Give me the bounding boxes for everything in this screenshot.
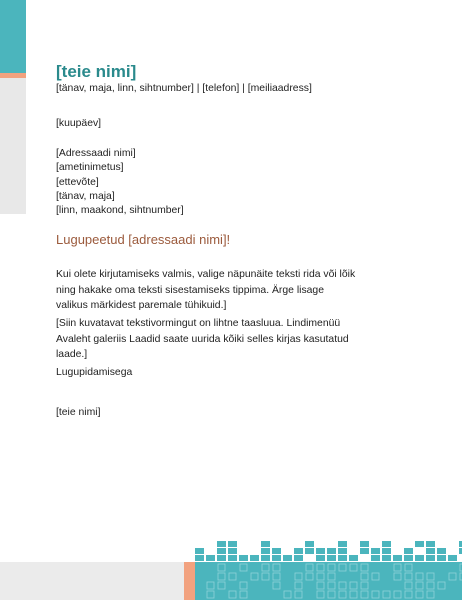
pattern-square xyxy=(217,555,226,561)
pattern-square xyxy=(305,541,314,547)
pattern-square xyxy=(305,548,314,554)
pattern-square xyxy=(239,555,248,561)
sender-name[interactable]: [teie nimi] xyxy=(56,62,137,81)
letter-date[interactable]: [kuupäev] xyxy=(56,118,102,129)
pattern-square xyxy=(382,541,391,547)
pattern-square xyxy=(261,548,270,554)
closing[interactable]: Lugupidamisega xyxy=(56,367,133,378)
pattern-square xyxy=(206,555,215,561)
recipient-name[interactable]: [Adressaadi nimi] xyxy=(56,148,136,159)
recipient-city[interactable]: [linn, maakond, sihtnumber] xyxy=(56,205,184,217)
pattern-square xyxy=(415,555,424,561)
left-accent-grey-bar xyxy=(0,78,26,214)
pattern-square xyxy=(426,555,435,561)
pattern-square xyxy=(228,555,237,561)
pattern-square xyxy=(250,555,259,561)
pattern-square xyxy=(404,555,413,561)
signature-name[interactable]: [teie nimi] xyxy=(56,407,101,418)
pattern-square xyxy=(448,555,457,561)
pattern-square xyxy=(261,555,270,561)
pattern-square xyxy=(195,555,204,561)
body-paragraph-1[interactable]: Kui olete kirjutamiseks valmis, valige näpunäite teksti rida või lõik ning hakake oma teksti sisestamiseks tippima. Ärge lisage valikus märkidest paremale tühikuid.] xyxy=(56,269,356,311)
pattern-square xyxy=(371,555,380,561)
recipient-address-block xyxy=(56,147,184,218)
pattern-square xyxy=(228,541,237,547)
pattern-square xyxy=(349,555,358,561)
pattern-square xyxy=(415,541,424,547)
footer-pixel-pattern xyxy=(195,540,462,600)
pattern-square xyxy=(360,541,369,547)
pattern-square xyxy=(404,548,413,554)
pattern-square xyxy=(426,548,435,554)
pattern-square xyxy=(316,555,325,561)
pattern-square xyxy=(217,541,226,547)
pattern-square xyxy=(360,548,369,554)
pattern-square xyxy=(437,548,446,554)
pattern-square xyxy=(437,555,446,561)
pattern-square xyxy=(195,548,204,554)
pattern-square xyxy=(338,541,347,547)
footer-orange-accent xyxy=(184,562,195,600)
pattern-square xyxy=(327,555,336,561)
pattern-square xyxy=(261,541,270,547)
salutation[interactable]: Lugupeetud [adressaadi nimi]! xyxy=(56,232,231,247)
recipient-title[interactable]: [ametinimetus] xyxy=(56,162,124,174)
pattern-square xyxy=(426,541,435,547)
pattern-square xyxy=(272,548,281,554)
left-accent-teal-bar xyxy=(0,0,26,73)
pattern-base xyxy=(195,562,462,600)
pattern-square xyxy=(283,555,292,561)
pattern-square xyxy=(272,555,281,561)
pattern-square xyxy=(327,548,336,554)
pattern-square xyxy=(217,548,226,554)
pattern-square xyxy=(382,555,391,561)
pattern-square xyxy=(294,555,303,561)
pattern-square xyxy=(393,555,402,561)
pattern-square xyxy=(338,548,347,554)
pattern-square xyxy=(294,548,303,554)
recipient-street[interactable]: [tänav, maja] xyxy=(56,190,115,202)
pattern-square xyxy=(338,555,347,561)
recipient-company[interactable]: [ettevõte] xyxy=(56,176,99,188)
pattern-square xyxy=(316,548,325,554)
sender-contact-line[interactable]: [tänav, maja, linn, sihtnumber] | [telefon] | [meiliaadress] xyxy=(56,83,312,94)
pattern-square xyxy=(382,548,391,554)
body-paragraph-2[interactable]: [Siin kuvatavat tekstivormingut on lihtne taasluua. Lindimenüü Avaleht galeriis Laadid saate uurida kõiki selles kirjas kasutatud laade.] xyxy=(56,318,349,360)
pattern-square xyxy=(228,548,237,554)
pattern-square xyxy=(371,548,380,554)
